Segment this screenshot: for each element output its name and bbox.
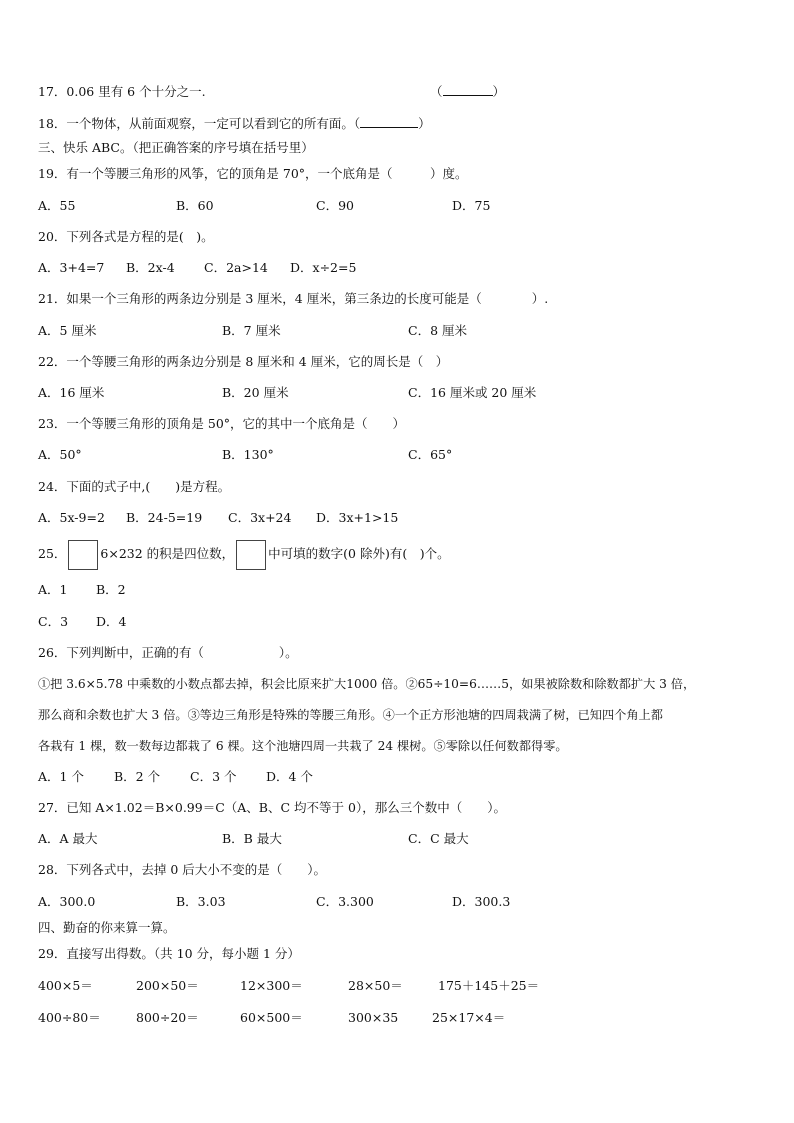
question-26-stem: 26．下列判断中，正确的有（ ）。 (38, 645, 298, 660)
section-heading-3: 三、快乐 ABC。（把正确答案的序号填在括号里） (38, 140, 314, 155)
section-heading-4: 四、勤奋的你来算一算。 (38, 920, 176, 935)
question-25-stem: 25． 6×232 的积是四位数， 中可填的数字(0 除外)有( )个。 (38, 539, 450, 570)
question-26-statements-line1: ①把 3.6×5.78 中乘数的小数点都去掉，积会比原来扩大1000 倍。②65÷10=6……5，如果被除数和除数都扩大 3 倍， (38, 677, 696, 691)
option-d[interactable]: D．300.3 (452, 894, 511, 909)
calc-item[interactable]: 300×35 (348, 1010, 399, 1025)
calc-item[interactable]: 400×5＝ (38, 978, 93, 993)
option-c[interactable]: C．16 厘米或 20 厘米 (408, 385, 537, 400)
option-b[interactable]: B．B 最大 (222, 831, 282, 846)
calc-item[interactable]: 400÷80＝ (38, 1010, 101, 1025)
option-d[interactable]: D．3x+1>15 (316, 510, 399, 525)
option-b[interactable]: B．60 (176, 198, 214, 213)
option-c[interactable]: C．C 最大 (408, 831, 469, 846)
answer-blank[interactable] (443, 84, 493, 96)
calc-item[interactable]: 12×300＝ (240, 978, 303, 993)
option-b[interactable]: B．20 厘米 (222, 385, 289, 400)
option-c[interactable]: C．3 (38, 614, 69, 629)
option-a[interactable]: A．5x-9=2 (38, 510, 105, 525)
option-b[interactable]: B．2 (96, 582, 126, 597)
question-25-options-row1 (38, 582, 758, 598)
calc-item[interactable]: 800÷20＝ (136, 1010, 199, 1025)
option-b[interactable]: B．7 厘米 (222, 323, 281, 338)
answer-blank[interactable] (360, 116, 418, 128)
question-20-stem: 20．下列各式是方程的是( )。 (38, 229, 214, 244)
digit-box[interactable] (236, 540, 266, 570)
question-26-options (38, 769, 758, 785)
option-b[interactable]: B．130° (222, 447, 274, 462)
question-28-stem: 28．下列各式中，去掉 0 后大小不变的是（ ）。 (38, 862, 327, 877)
option-c[interactable]: C．90 (316, 198, 354, 213)
question-17-answer-paren: （ ） (430, 84, 506, 99)
question-25-options-row2 (38, 614, 758, 630)
question-22-options (38, 385, 758, 401)
question-17-text: 17．0.06 里有 6 个十分之一. (38, 84, 206, 99)
question-26-statements-line2: 那么商和余数也扩大 3 倍。③等边三角形是特殊的等腰三角形。④一个正方形池塘的四周栽满了树，已知四个角上都 (38, 708, 663, 722)
option-a[interactable]: A．A 最大 (38, 831, 98, 846)
calc-item[interactable]: 25×17×4＝ (432, 1010, 506, 1025)
question-24-stem: 24．下面的式子中,( )是方程。 (38, 479, 231, 494)
option-d[interactable]: D．75 (452, 198, 491, 213)
question-20-options (38, 260, 758, 276)
digit-box[interactable] (68, 540, 98, 570)
option-c[interactable]: C．8 厘米 (408, 323, 467, 338)
option-d[interactable]: D．4 (96, 614, 127, 629)
option-d[interactable]: D．4 个 (266, 769, 313, 784)
question-19-options (38, 198, 758, 214)
calc-item[interactable]: 200×50＝ (136, 978, 199, 993)
option-a[interactable]: A．3+4=7 (38, 260, 105, 275)
question-29-stem: 29．直接写出得数。（共 10 分，每小题 1 分） (38, 946, 300, 961)
option-b[interactable]: B．3.03 (176, 894, 226, 909)
option-c[interactable]: C．3x+24 (228, 510, 292, 525)
option-c[interactable]: C．3 个 (190, 769, 237, 784)
option-b[interactable]: B．2x-4 (126, 260, 175, 275)
question-18: 18．一个物体，从前面观察，一定可以看到它的所有面。（ ） (38, 116, 431, 131)
question-21-stem: 21．如果一个三角形的两条边分别是 3 厘米，4 厘米，第三条边的长度可能是（ ）. (38, 291, 549, 306)
question-23-options (38, 447, 758, 463)
question-27-options (38, 831, 758, 847)
option-a[interactable]: A．16 厘米 (38, 385, 105, 400)
option-c[interactable]: C．65° (408, 447, 453, 462)
question-24-options (38, 510, 758, 526)
calc-item[interactable]: 28×50＝ (348, 978, 403, 993)
option-c[interactable]: C．3.300 (316, 894, 374, 909)
question-28-options (38, 894, 758, 910)
calc-item[interactable]: 175＋145＋25＝ (438, 978, 540, 993)
option-a[interactable]: A．5 厘米 (38, 323, 97, 338)
question-19-stem: 19．有一个等腰三角形的风筝，它的顶角是 70°，一个底角是（ ）度。 (38, 166, 468, 181)
question-18-text: 18．一个物体，从前面观察，一定可以看到它的所有面。（ (38, 116, 361, 131)
option-c[interactable]: C．2a>14 (204, 260, 268, 275)
question-17 (38, 84, 206, 100)
question-21-options (38, 323, 758, 339)
option-a[interactable]: A．55 (38, 198, 76, 213)
option-a[interactable]: A．50° (38, 447, 82, 462)
option-a[interactable]: A．1 个 (38, 769, 84, 784)
question-22-stem: 22．一个等腰三角形的两条边分别是 8 厘米和 4 厘米，它的周长是（ ） (38, 354, 449, 369)
calc-item[interactable]: 60×500＝ (240, 1010, 303, 1025)
option-b[interactable]: B．24-5=19 (126, 510, 203, 525)
question-23-stem: 23．一个等腰三角形的顶角是 50°，它的其中一个底角是（ ） (38, 416, 406, 431)
option-a[interactable]: A．1 (38, 582, 68, 597)
option-a[interactable]: A．300.0 (38, 894, 96, 909)
option-b[interactable]: B．2 个 (114, 769, 161, 784)
option-d[interactable]: D．x÷2=5 (290, 260, 357, 275)
question-26-statements-line3: 各栽有 1 棵，数一数每边都栽了 6 棵。这个池塘四周一共栽了 24 棵树。⑤零除以任何数都得零。 (38, 739, 568, 753)
question-27-stem: 27．已知 A×1.02＝B×0.99＝C（A、B、C 均不等于 0），那么三个数中（ ）。 (38, 800, 506, 815)
